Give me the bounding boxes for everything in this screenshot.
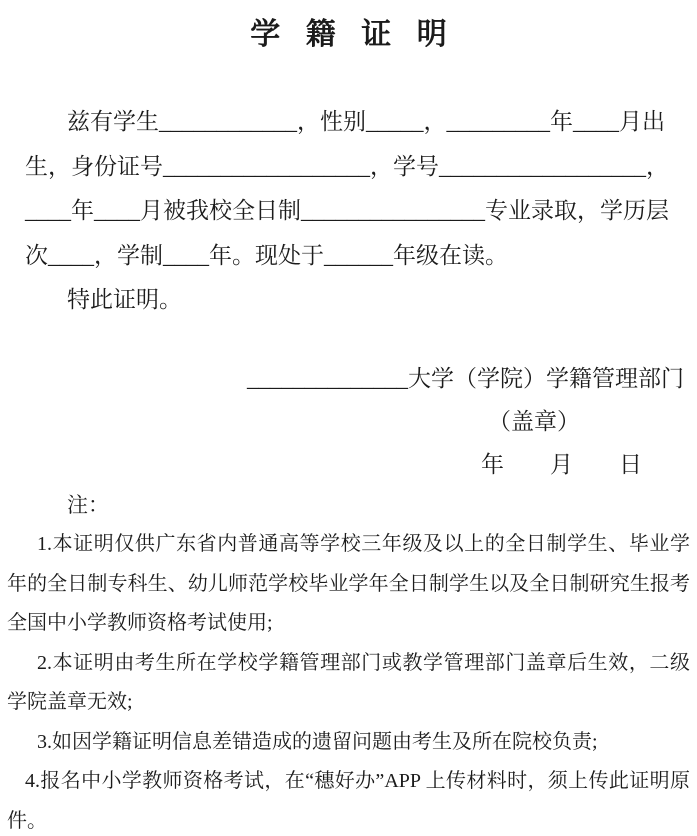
date-line: 年 月 日	[481, 451, 642, 477]
note-item-2: 2.本证明由考生所在学校学籍管理部门或教学管理部门盖章后生效，二级学院盖章无效;	[7, 651, 690, 713]
note-item-4: 4.报名中小学教师资格考试，在“穗好办”APP 上传材料时，须上传此证明原件。	[7, 770, 690, 832]
certificate-body	[25, 100, 672, 323]
signature-block	[25, 357, 684, 486]
body-line-admission: ____年____月被我校全日制________________专业录取，学历层	[25, 198, 669, 223]
body-line-student: 兹有学生____________，性别_____，_________年____月出	[67, 109, 665, 134]
body-line-attestation: 特此证明。	[67, 287, 182, 312]
note-item-3: 3.如因学籍证明信息差错造成的遗留问题由考生及所在院校负责;	[37, 730, 598, 753]
note-item-1: 1.本证明仅供广东省内普通高等学校三年级及以上的全日制学生、毕业学年的全日制专科生、幼儿师范学校毕业学年全日制学生以及全日制研究生报考全国中小学教师资格考试使用;	[7, 533, 690, 634]
document-title: 学 籍 证 明	[250, 18, 456, 51]
body-line-id-number: 生，身份证号__________________，学号__________________，	[25, 153, 669, 179]
body-line-grade-status: 次____，学制____年。现处于______年级在读。	[25, 242, 508, 268]
seal-line: （盖章）	[488, 408, 580, 434]
notes-label: 注：	[67, 492, 109, 517]
issuer-line: ______________大学（学院）学籍管理部门	[247, 365, 684, 391]
notes-section	[7, 486, 690, 836]
